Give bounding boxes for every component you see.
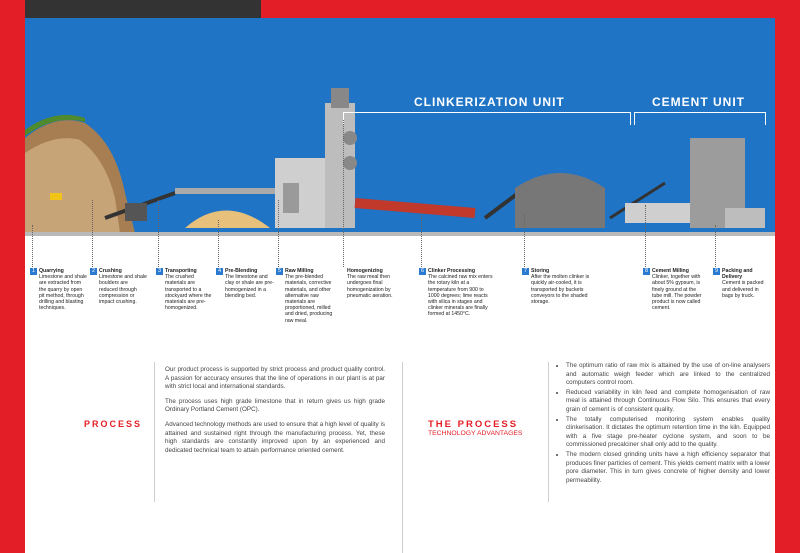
- rotary-kiln: [355, 203, 475, 213]
- leader-quarrying: [32, 225, 33, 267]
- raw-mill-silo: [283, 183, 299, 213]
- step-preblending: [216, 268, 274, 299]
- process-heading: PROCESS: [84, 419, 143, 429]
- advantage-item: • The totally computerised monitoring system enables quality clinkerisation. It dictates the optimum retention time in the kiln. Equipped with a five stage pre-heater cyclone system, and soon to be commissioned precalciner shall only add to the quality.: [566, 416, 770, 450]
- leader-crushing: [92, 200, 93, 267]
- step-description: The limestone and clay or shale are pre-homogenized in a blending bed.: [225, 274, 274, 299]
- leader-homogenizing: [343, 120, 344, 267]
- stockyard-roof: [175, 188, 290, 194]
- step-title: Storing: [531, 268, 550, 274]
- step-description: The raw meal then undergoes final homogenization by pneumatic aeration.: [347, 274, 393, 299]
- step-quarrying: [30, 268, 88, 311]
- process-paragraph: Advanced technology methods are used to ensure that a high level of quality is attained and sustained right through the manufacturing process. Yet, these high standards are constantly improved upon by an experienced and dedicated technical team to attain performance oriented cement.: [165, 420, 385, 454]
- technology-advantages-subheading: TECHNOLOGY ADVANTAGES: [428, 430, 523, 437]
- step-clinker-processing: [419, 268, 493, 318]
- leader-clinker: [421, 215, 422, 267]
- left-red-border: [0, 0, 25, 553]
- cement-plant-illustration: [25, 18, 775, 238]
- step-description: Clinker, together with about 5% gypsum, is finely ground at the tube mill. The powder product is now called cement.: [652, 274, 702, 312]
- quarry-truck: [50, 193, 62, 200]
- advantage-item: • The modern closed grinding units have a high efficiency separator that produces finer particles of cement. This yields cement matrix with a lower pore diameter. This in turn gives concrete of higher density and lower permeability.: [566, 451, 770, 485]
- step-description: The pre-blended materials, corrective materials, and other alternative raw materials are proportioned, milled and dried, producing raw meal.: [285, 274, 333, 324]
- step-number: 2: [91, 268, 96, 274]
- step-number: 4: [217, 268, 222, 274]
- step-description: The calcined raw mix enters the rotary kiln at a temperature from 900 to 1000 degrees; lime reacts with silica in stages and clinker minerals are finally formed at 1450°C.: [428, 274, 493, 318]
- leader-raw-milling: [278, 200, 279, 267]
- step-title: Pre-Blending: [225, 268, 258, 274]
- clinker-storage: [515, 173, 605, 228]
- leader-packing: [715, 225, 716, 267]
- clinkerization-unit-label: CLINKERIZATION UNIT: [414, 95, 565, 109]
- step-raw-milling: [276, 268, 336, 324]
- cement-unit-label: CEMENT UNIT: [652, 95, 745, 109]
- leader-cement-milling: [645, 205, 646, 267]
- step-packing: [713, 268, 768, 299]
- step-number: 7: [523, 268, 528, 274]
- step-title: Homogenizing: [347, 268, 383, 274]
- step-crushing: [90, 268, 148, 305]
- left-column-rule: [154, 362, 155, 502]
- advantages-list: [556, 362, 770, 486]
- step-title: Crushing: [99, 268, 122, 274]
- step-number: 5: [277, 268, 282, 274]
- process-paragraph: The process uses high grade limestone that in return gives us high grade Ordinary Portland Cement (OPC).: [165, 397, 385, 414]
- advantage-item: • The optimum ratio of raw mix is attained by the use of on-line analysers and automatic weigh feeder which are linked to the centralized computers control room.: [566, 362, 770, 388]
- cyclone-2: [343, 156, 357, 170]
- clinkerization-bracket: [343, 112, 631, 125]
- step-number: 6: [420, 268, 425, 274]
- packing-truck: [725, 208, 765, 228]
- step-transporting: [156, 268, 214, 311]
- preheater-top: [331, 88, 349, 108]
- step-title: Clinker Processing: [428, 268, 475, 274]
- cement-bracket: [634, 112, 766, 125]
- step-title: Transporting: [165, 268, 197, 274]
- step-number: 9: [714, 268, 719, 274]
- leader-storing: [524, 215, 525, 267]
- cement-mill-building: [625, 203, 695, 223]
- leader-transporting: [158, 200, 159, 267]
- process-paragraph: Our product process is supported by strict process and product quality control. A passion for accuracy ensures that the line of operations in our plant is at par with strict local and international standards.: [165, 366, 385, 391]
- process-body: [165, 366, 385, 461]
- cyclone-1: [343, 131, 357, 145]
- step-number: 3: [157, 268, 162, 274]
- right-red-border: [775, 0, 800, 553]
- step-description: Cement is packed and delivered in bags by truck.: [722, 280, 764, 299]
- page-fold-rule: [402, 362, 403, 553]
- advantage-item: • Reduced variability in kiln feed and complete homogenisation of raw meal is attained through Continuous Flow Silo. This ensures that every grain of cement is of consistent quality.: [566, 389, 770, 415]
- step-storing: [522, 268, 594, 305]
- step-number: 1: [31, 268, 36, 274]
- the-process-heading: THE PROCESS: [428, 419, 519, 430]
- step-title: Cement Milling: [652, 268, 689, 274]
- top-dark-bar: [25, 0, 261, 18]
- step-homogenizing: [338, 268, 400, 299]
- step-description: After the molten clinker is quickly air-cooled, it is transported by buckets conveyors to the shaded storage.: [531, 274, 590, 306]
- stockyard-pile: [185, 211, 270, 229]
- step-description: The crushed materials are transported to a stockyard where the materials are pre-homogenized.: [165, 274, 212, 312]
- step-cement-milling: [643, 268, 707, 311]
- ground-line: [25, 232, 775, 236]
- right-column-rule: [548, 362, 549, 502]
- step-number: 8: [644, 268, 649, 274]
- crusher: [125, 203, 147, 221]
- leader-preblending: [218, 220, 219, 267]
- step-title: Quarrying: [39, 268, 64, 274]
- step-description: Limestone and shale are extracted from the quarry by open pit method, through drilling and blasting techniques.: [39, 274, 87, 312]
- raw-mill-building: [275, 158, 325, 228]
- step-description: Limestone and shale boulders are reduced through compression or impact crushing.: [99, 274, 147, 306]
- step-title: Raw Milling: [285, 268, 314, 274]
- step-title: Packing and Delivery: [722, 268, 753, 281]
